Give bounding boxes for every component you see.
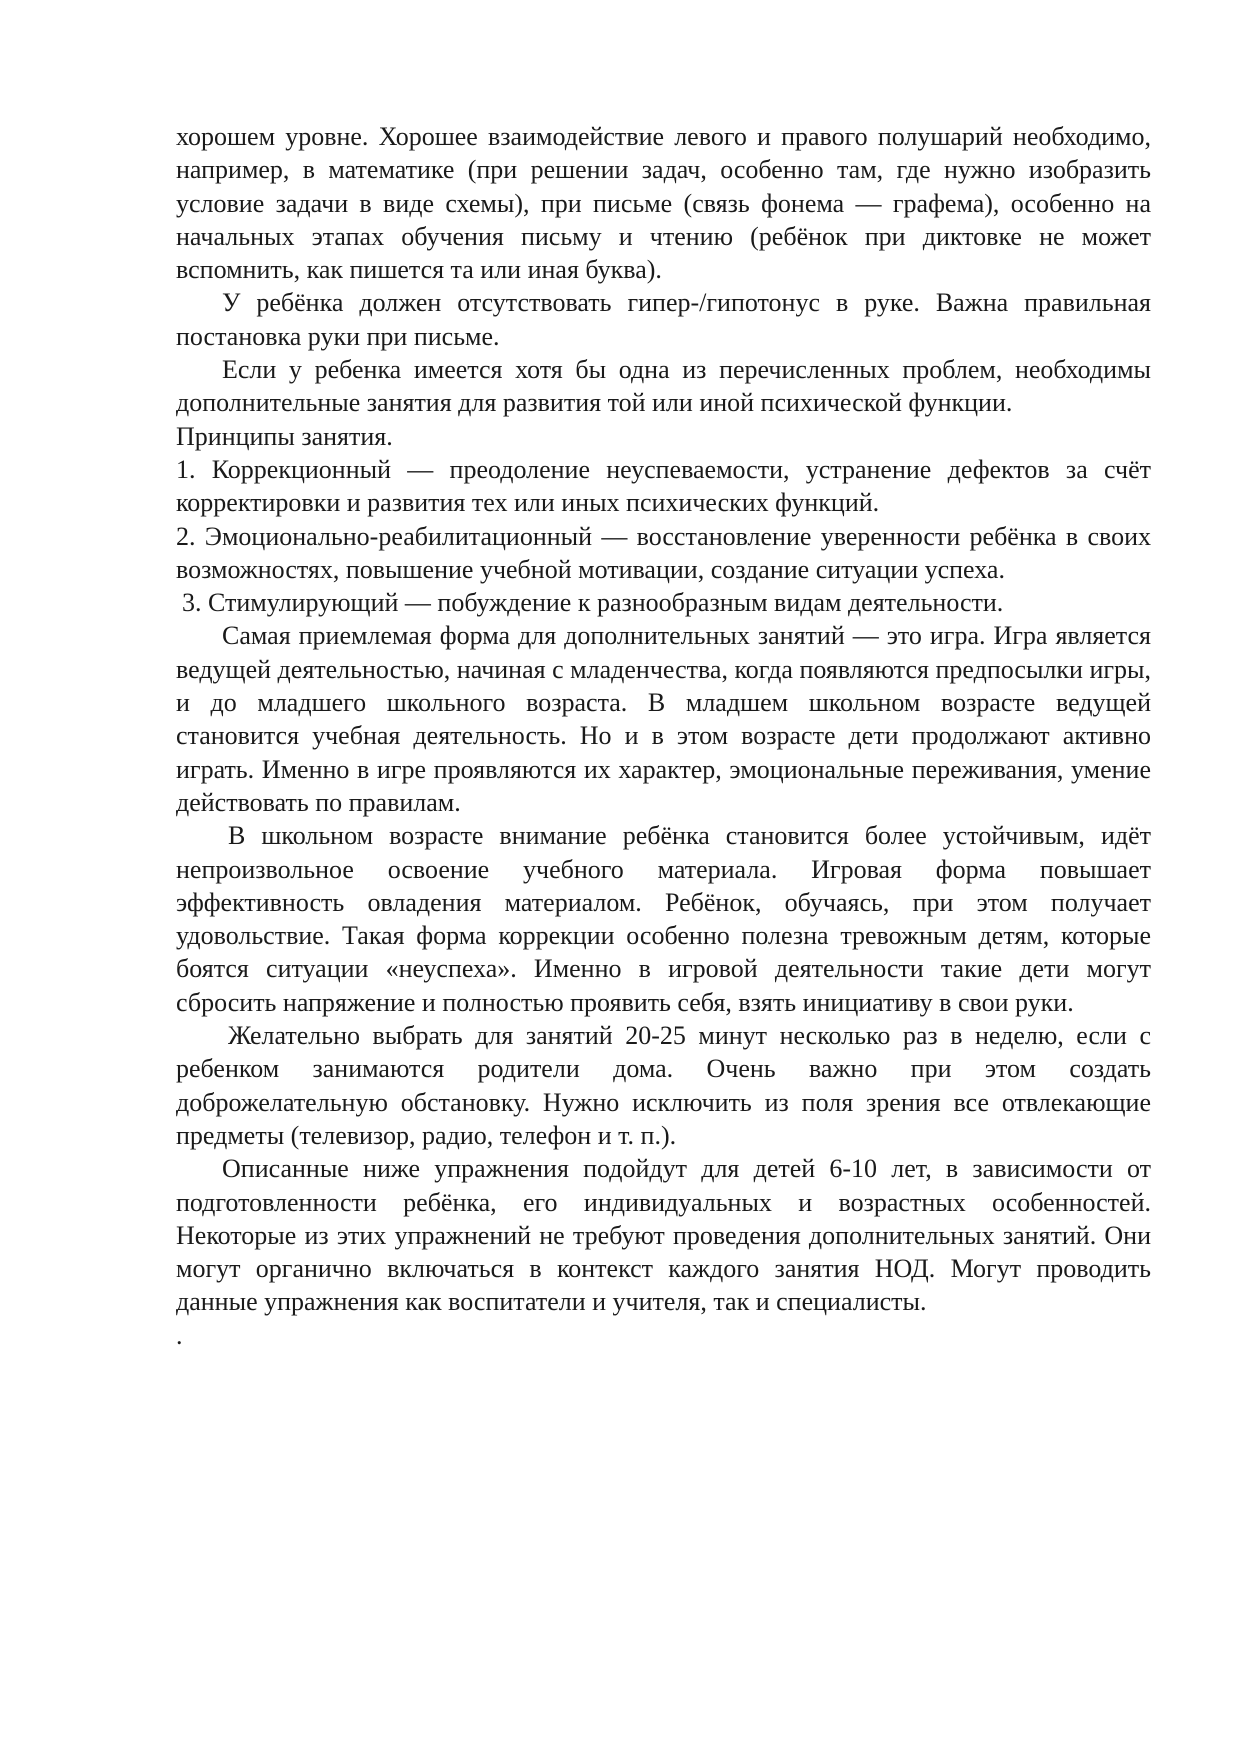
document-page: [176, 120, 1151, 1352]
paragraph-schedule: Желательно выбрать для занятий 20-25 минут несколько раз в неделю, если с ребенком занимаются родители дома. Очень важно при этом создать доброжелательную обстановку. Нужно исключить из поля зрения все отвлекающие предметы (телевизор, радио, телефон и т. п.).: [176, 1021, 1151, 1150]
paragraph-hand-tone: У ребёнка должен отсутствовать гипер-/гипотонус в руке. Важна правильная постановка руки при письме.: [176, 288, 1151, 351]
trailing-dot: .: [176, 1320, 183, 1350]
paragraph-hemispheres: хорошем уровне. Хорошее взаимодействие левого и правого полушарий необходимо, например, в математике (при решении задач, особенно там, где нужно изобразить условие задачи в виде схемы), при письме (связь фонема — графема), особенно на начальных этапах обучения письму и чтению (ребёнок при диктовке не может вспомнить, как пишется та или иная буква).: [176, 122, 1151, 285]
principle-item-3: 3. Стимулирующий — побуждение к разнообразным видам деятельности.: [182, 588, 1004, 618]
principle-item-1: 1. Коррекционный — преодоление неуспеваемости, устранение дефектов за счёт корректировки и развития тех или иных психических функций.: [176, 454, 1151, 518]
paragraph-exercises: Описанные ниже упражнения подойдут для детей 6-10 лет, в зависимости от подготовленности ребёнка, его индивидуальных и возрастных особенностей. Некоторые из этих упражнений не требуют проведения дополнительных занятий. Они могут органично включаться в контекст каждого занятия НОД. Могут проводить данные упражнения как воспитатели и учителя, так и специалисты.: [176, 1154, 1151, 1317]
paragraph-extra-lessons: Если у ребенка имеется хотя бы одна из перечисленных проблем, необходимы дополнительные занятия для развития той или иной психической функции.: [176, 355, 1151, 418]
paragraph-game-form: Самая приемлемая форма для дополнительных занятий — это игра. Игра является ведущей деятельностью, начиная с младенчества, когда появляются предпосылки игры, и до младшего школьного возраста. В младшем школьном возрасте ведущей становится учебная деятельность. Но и в этом возрасте дети продолжают активно играть. Именно в игре проявляются их характер, эмоциональные переживания, умение действовать по правилам.: [176, 621, 1151, 817]
principle-item-2: 2. Эмоционально-реабилитационный — восстановление уверенности ребёнка в своих возможностях, повышение учебной мотивации, создание ситуации успеха.: [176, 521, 1151, 584]
paragraph-school-age: В школьном возрасте внимание ребёнка становится более устойчивым, идёт непроизвольное освоение учебного материала. Игровая форма повышает эффективность овладения материалом. Ребёнок, обучаясь, при этом получает удовольствие. Такая форма коррекции особенно полезна тревожным детям, которые боятся ситуации «неуспеха». Именно в игровой деятельности такие дети могут сбросить напряжение и полностью проявить себя, взять инициативу в свои руки.: [176, 821, 1151, 1017]
principles-heading: Принципы занятия.: [176, 421, 393, 451]
